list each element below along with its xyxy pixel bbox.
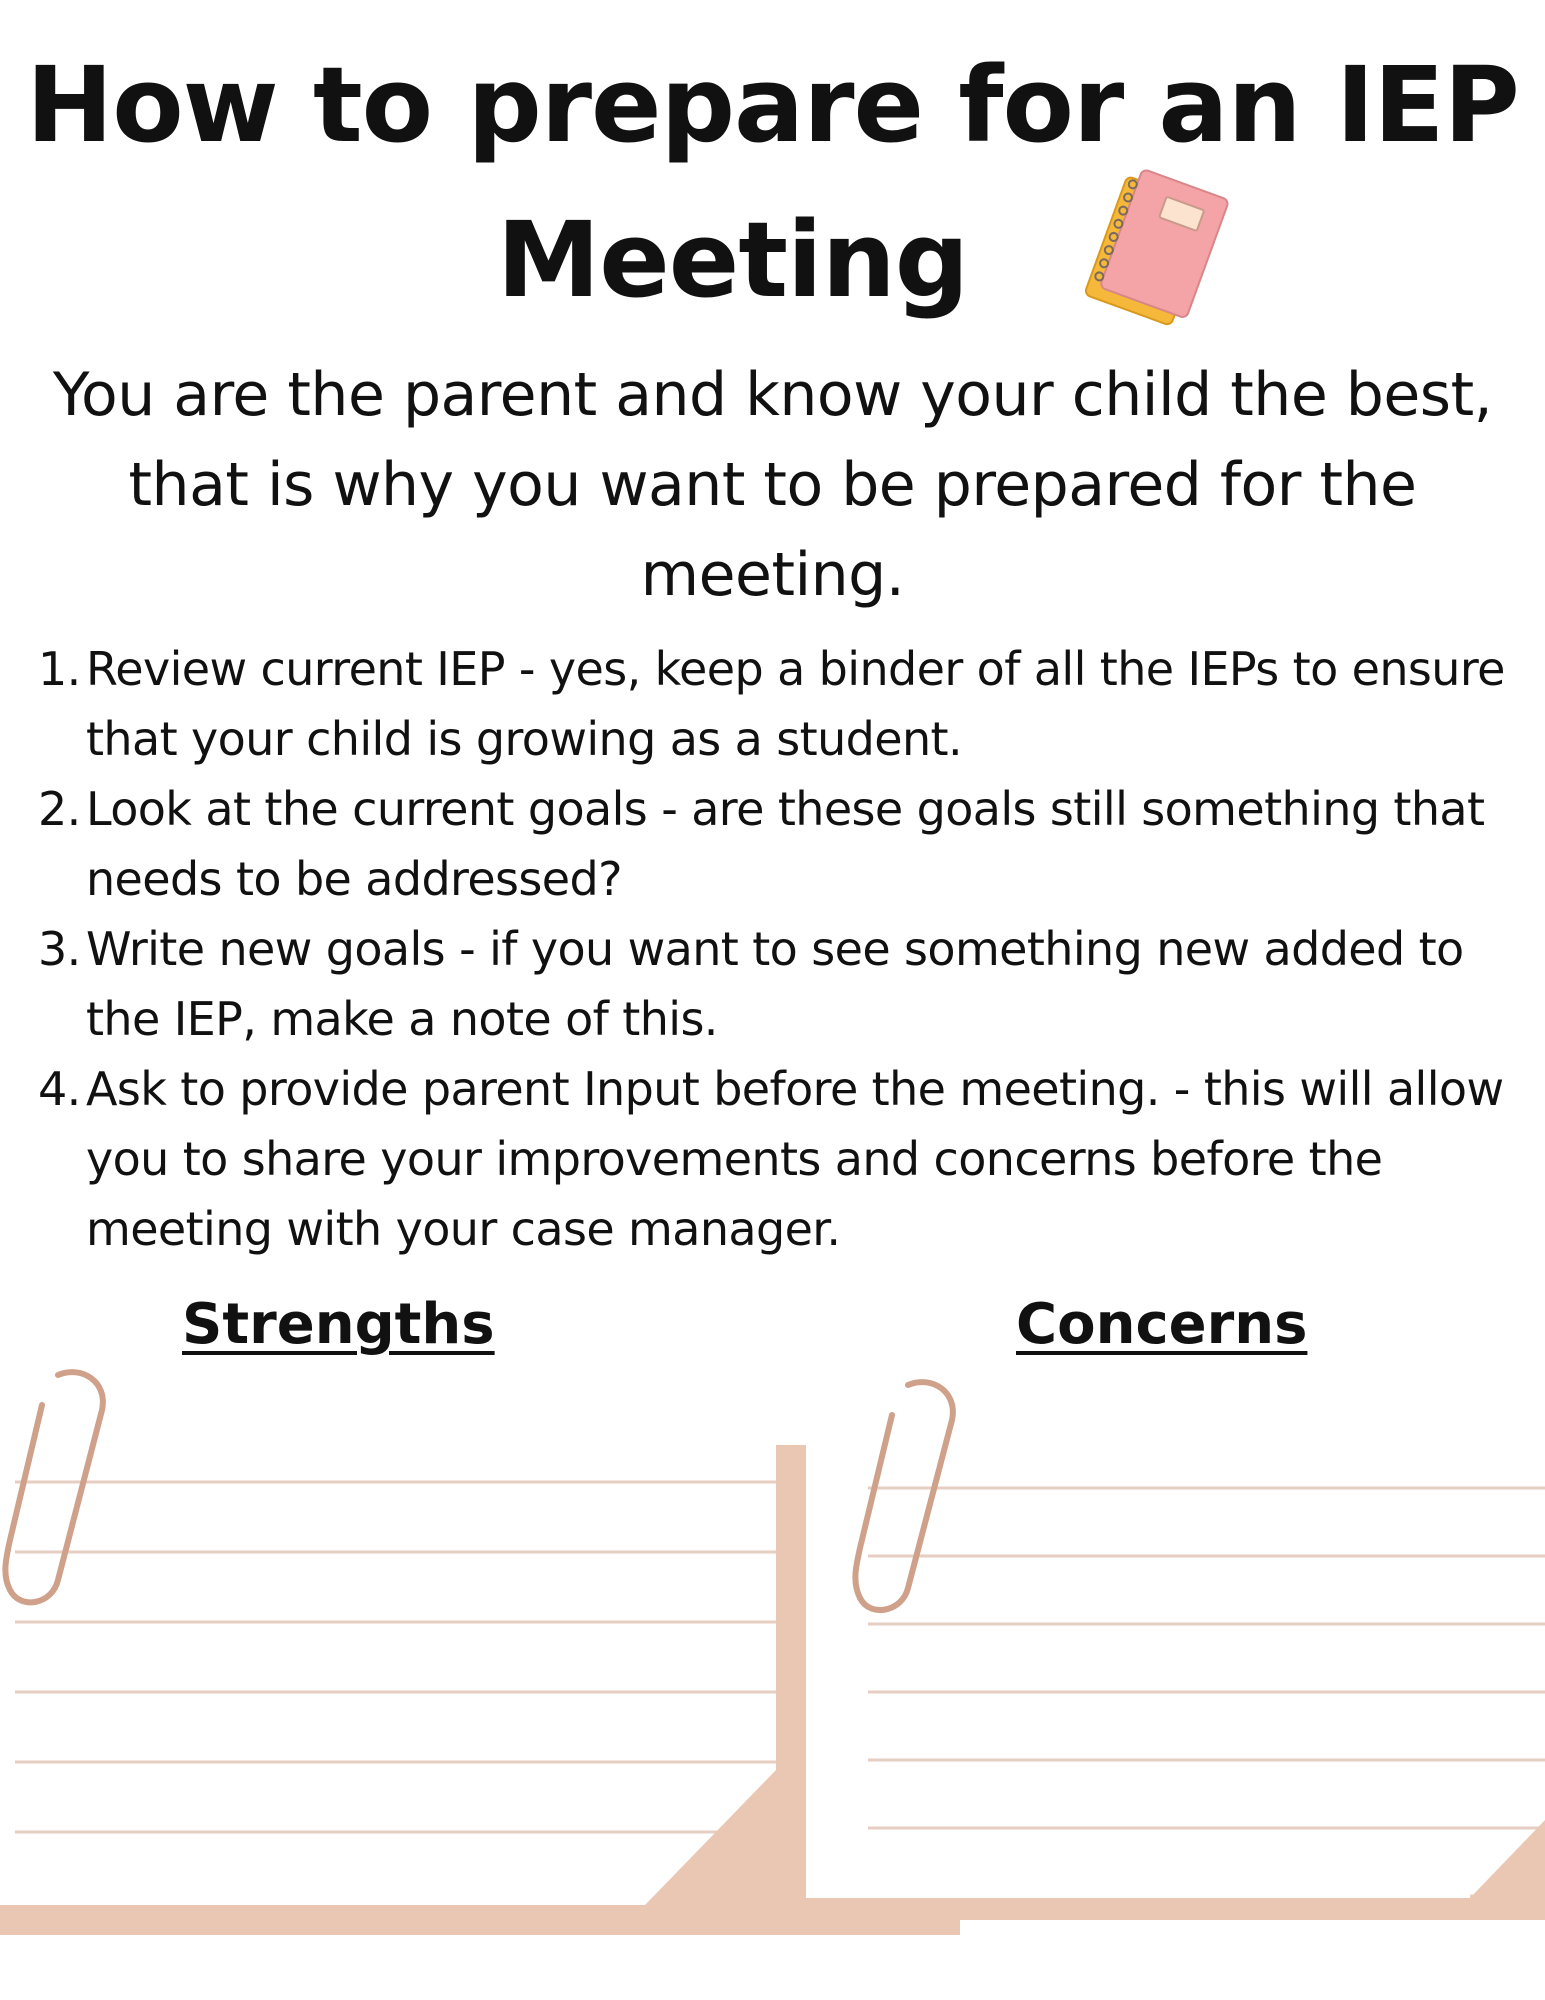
preparation-steps-list — [38, 634, 1538, 1264]
concerns-writing-lines — [868, 1488, 1545, 1896]
step-text: Ask to provide parent Input before the meeting. - this will allow you to share your improvements and concerns before the meeting with your case manager. — [86, 1062, 1504, 1256]
list-item — [38, 634, 1538, 774]
paperclip-icon — [5, 1372, 102, 1602]
strengths-writing-lines — [15, 1482, 778, 1902]
list-item — [38, 1054, 1538, 1264]
step-number: 3. — [38, 922, 81, 976]
page-title: How to prepare for an IEP — [26, 44, 1519, 166]
intro-paragraph: You are the parent and know your child the best, that is why you want to be prepared for the meeting. — [52, 360, 1493, 610]
notebook-icon — [1055, 152, 1255, 352]
page-title-continued: Meeting — [496, 199, 969, 321]
step-text: Look at the current goals - are these goals still something that needs to be addressed? — [86, 782, 1485, 906]
step-number: 4. — [38, 1062, 81, 1116]
binder-spine — [0, 1445, 1545, 1935]
strengths-heading: Strengths — [182, 1292, 495, 1357]
paperclip-icon — [855, 1382, 952, 1610]
list-item — [38, 914, 1538, 1054]
step-text: Write new goals - if you want to see something new added to the IEP, make a note of this. — [86, 922, 1464, 1046]
step-text: Review current IEP - yes, keep a binder of all the IEPs to ensure that your child is growing as a student. — [86, 642, 1505, 766]
step-number: 1. — [38, 642, 81, 696]
concerns-heading: Concerns — [1016, 1292, 1308, 1357]
notes-paper-area — [0, 1360, 1545, 2000]
step-number: 2. — [38, 782, 81, 836]
list-item — [38, 774, 1538, 914]
